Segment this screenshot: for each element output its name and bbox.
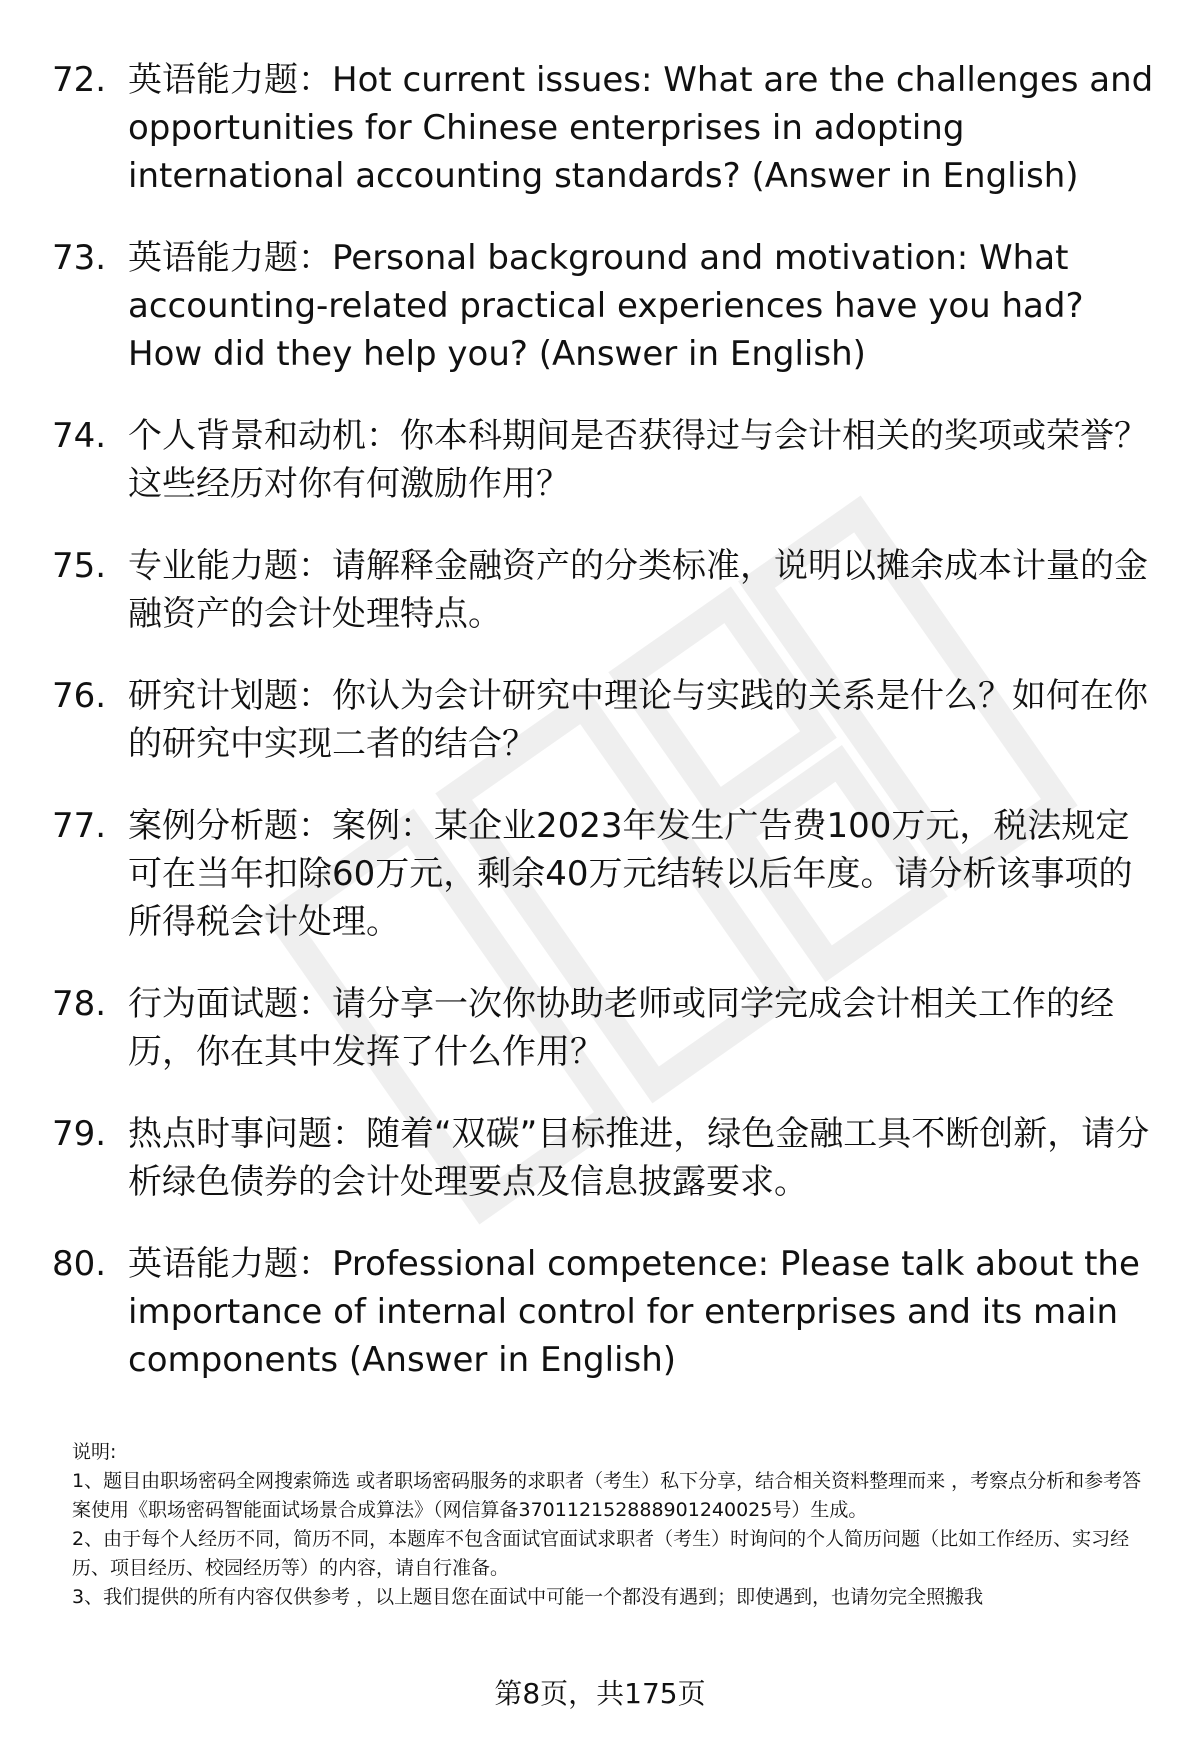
notes-item: 3、我们提供的所有内容仅供参考 ，以上题目您在面试中可能一个都没有遇到；即使遇到，也请勿完全照搬我 [72,1586,984,1608]
notes-item: 1、题目由职场密码全网搜索筛选 或者职场密码服务的求职者（考生）私下分享，结合相关资料整理而来 ，考察点分析和参考答案使用《职场密码智能面试场景合成算法》（网信算备370112152888901240025号）生成。 [72,1470,1142,1521]
question-item [52,542,1162,638]
question-number: 79. [52,1114,107,1154]
question-text: 专业能力题：请解释金融资产的分类标准，说明以摊余成本计量的金融资产的会计处理特点。 [128,546,1148,634]
question-item [52,672,1162,768]
question-item [52,980,1162,1076]
question-text: 英语能力题：Professional competence: Please talk about the importance of internal control for enterprises and its main components (Answer in English) [128,1244,1151,1380]
question-number: 73. [52,238,107,278]
question-item [52,56,1165,200]
question-item [52,1240,1162,1384]
question-text: 个人背景和动机：你本科期间是否获得过与会计相关的奖项或荣誉？这些经历对你有何激励作用？ [128,416,1148,504]
question-item [52,234,1162,378]
question-number: 77. [52,806,107,846]
question-text: 英语能力题：Hot current issues: What are the challenges and opportunities for Chinese enterprises in adopting international accounting standards? (Answer in English) [128,60,1165,196]
question-number: 75. [52,546,107,586]
question-text: 研究计划题：你认为会计研究中理论与实践的关系是什么？如何在你的研究中实现二者的结合？ [128,676,1148,764]
question-item [52,412,1162,508]
question-item [52,1110,1162,1206]
question-number: 72. [52,60,107,100]
page-number-label: 第8页，共175页 [494,1677,706,1710]
question-text: 案例分析题：案例：某企业2023年发生广告费100万元，税法规定可在当年扣除60万元，剩余40万元结转以后年度。请分析该事项的所得税会计处理。 [128,806,1133,942]
question-item [52,802,1162,946]
question-number: 78. [52,984,107,1024]
notes-item: 2、由于每个人经历不同，简历不同，本题库不包含面试官面试求职者（考生）时询问的个人简历问题（比如工作经历、实习经历、项目经历、校园经历等）的内容，请自行准备。 [72,1528,1130,1579]
question-list [52,56,1165,1418]
question-text: 英语能力题：Personal background and motivation: What accounting-related practical experiences have you had? How did they help you? (Answer in English) [128,238,1095,374]
notes-section [72,1438,1152,1612]
question-number: 74. [52,416,107,456]
question-number: 80. [52,1244,107,1284]
question-text: 热点时事问题：随着“双碳”目标推进，绿色金融工具不断创新，请分析绿色债券的会计处理要点及信息披露要求。 [128,1114,1150,1202]
question-text: 行为面试题：请分享一次你协助老师或同学完成会计相关工作的经历，你在其中发挥了什么作用？ [128,984,1114,1072]
page-footer [0,1674,1200,1714]
question-number: 76. [52,676,107,716]
notes-heading: 说明: [72,1441,117,1463]
